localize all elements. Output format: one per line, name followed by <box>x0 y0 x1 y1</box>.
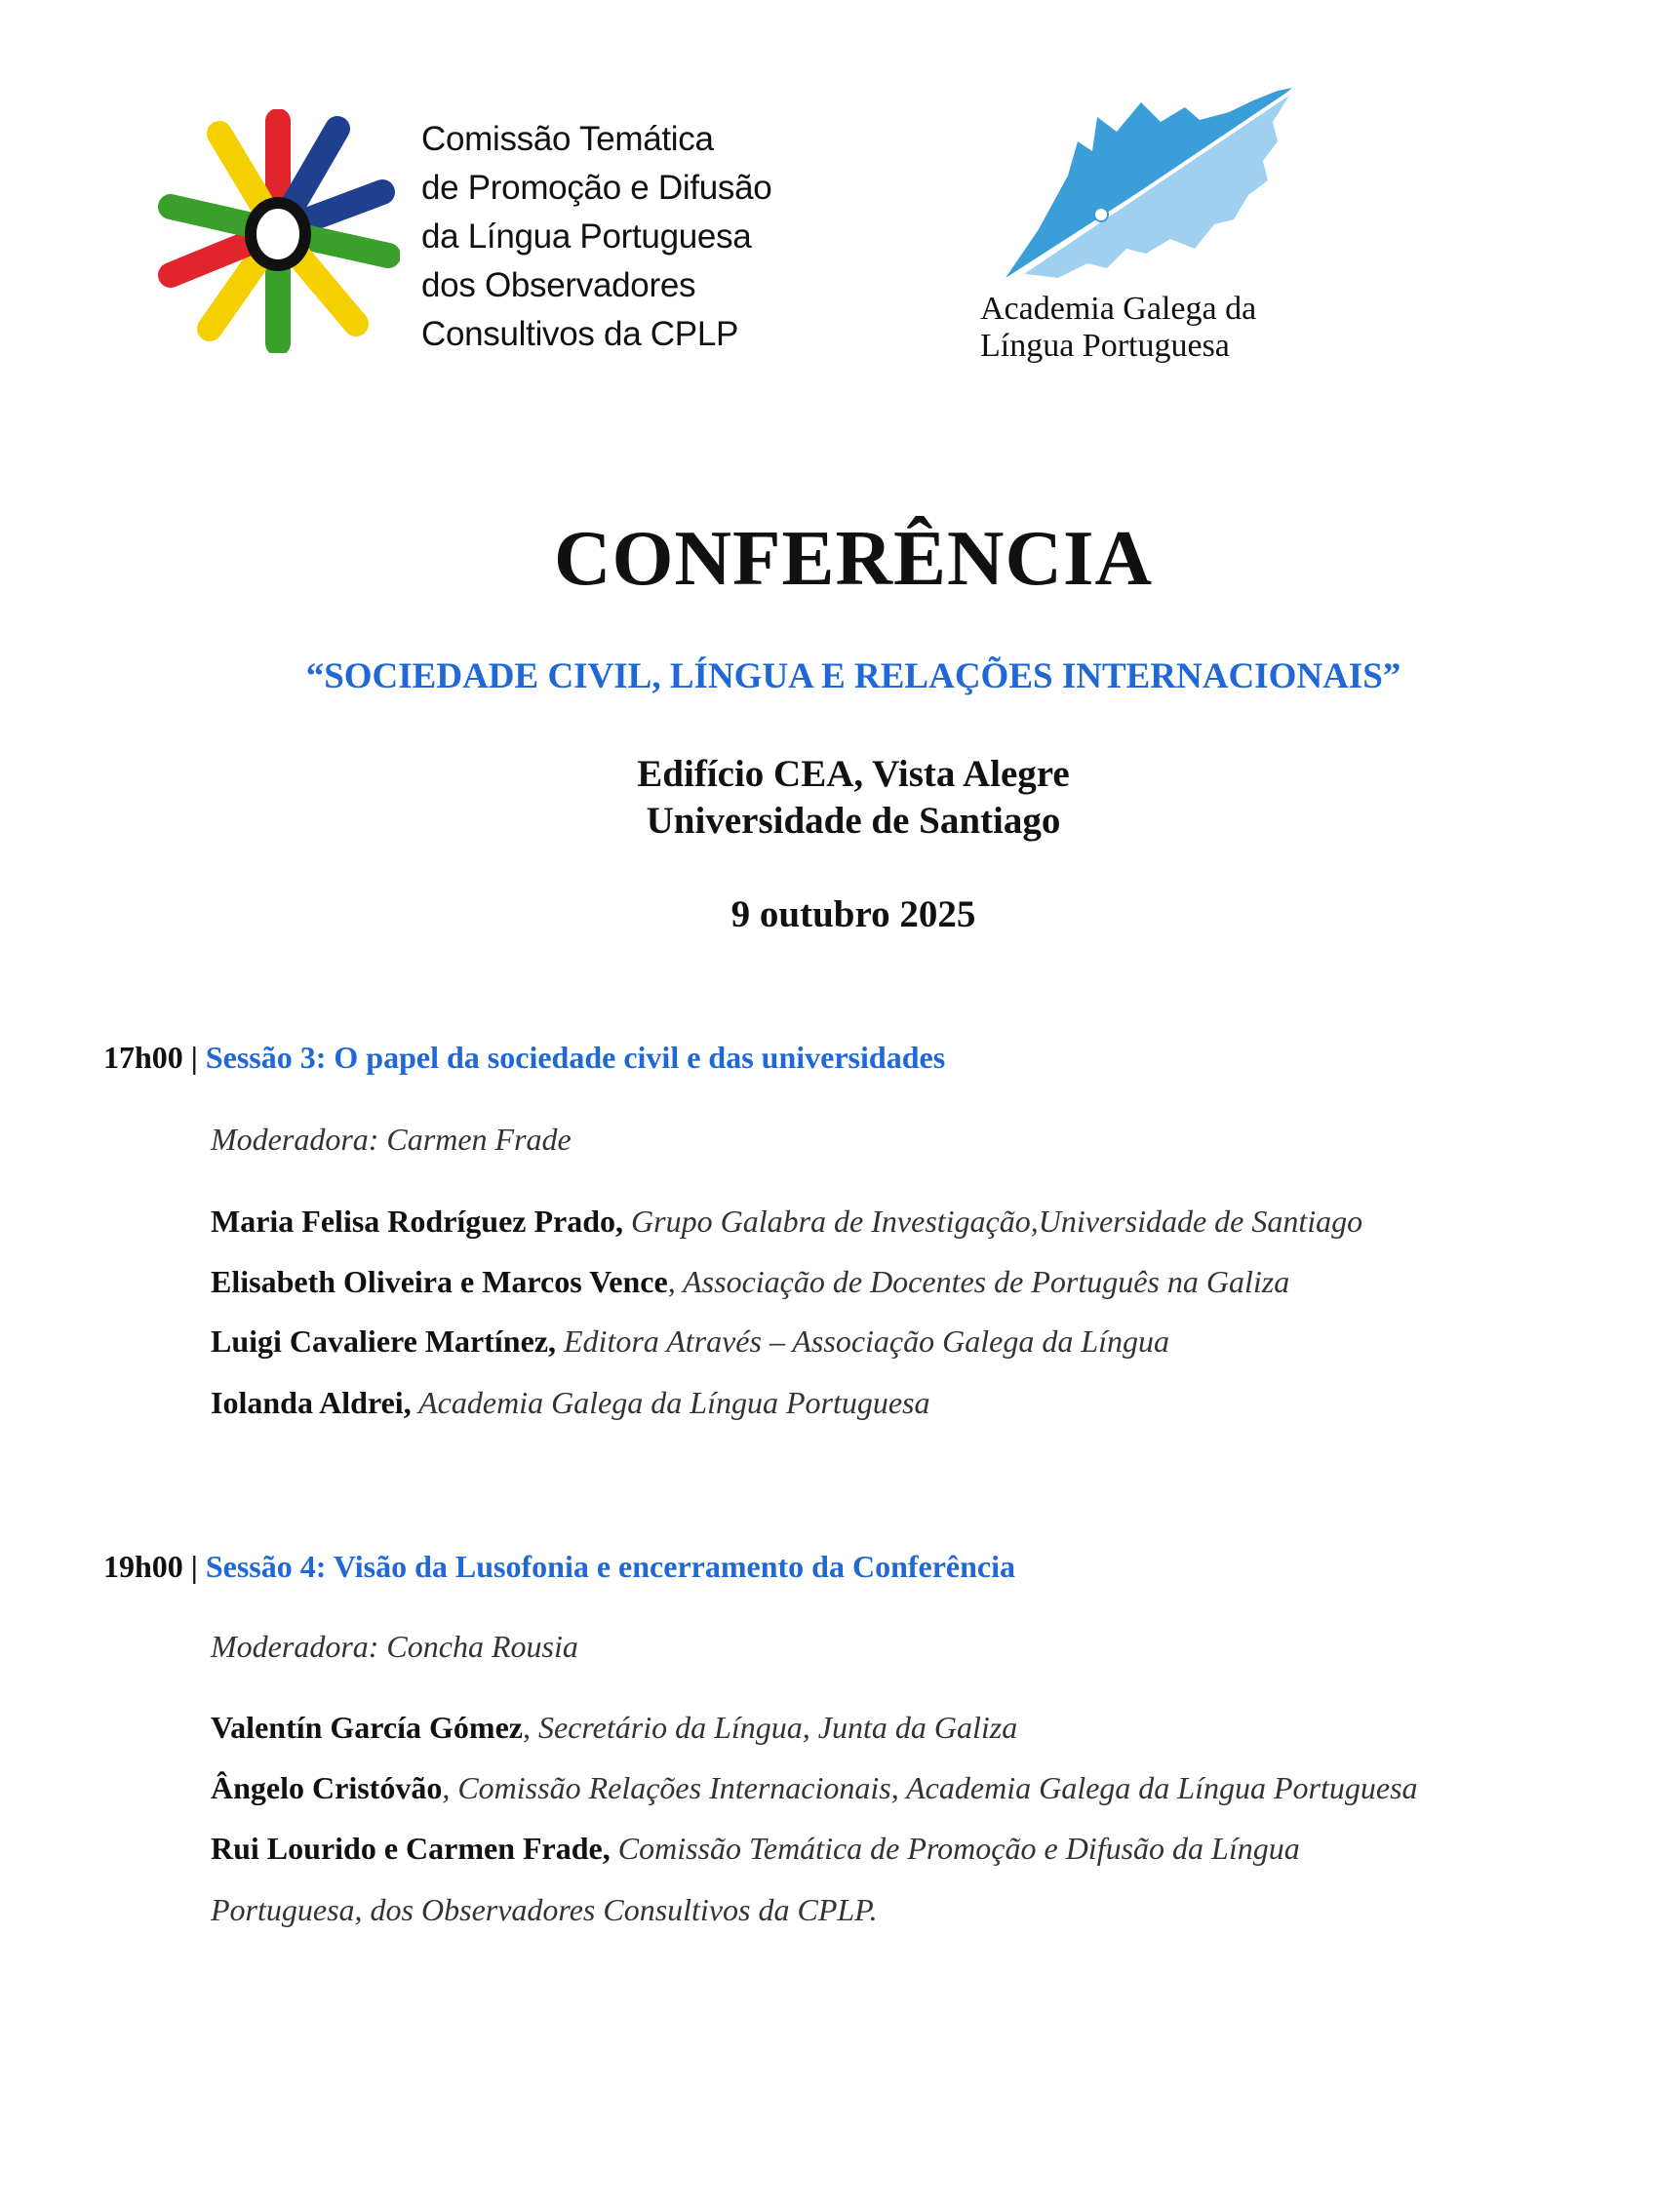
cplp-line: Comissão Temática <box>421 120 714 158</box>
cplp-line: dos Observadores <box>421 266 696 304</box>
speaker-name: Iolanda Aldrei, <box>211 1385 412 1420</box>
cplp-name <box>421 115 771 359</box>
session-separator: | <box>182 1040 206 1075</box>
session-title: Sessão 3: O papel da sociedade civil e das universidades <box>205 1040 946 1075</box>
speaker-name: Luigi Cavaliere Martínez, <box>211 1323 556 1359</box>
speaker-item <box>211 1264 1289 1300</box>
speaker-name: Valentín García Gómez <box>211 1710 523 1745</box>
session-moderator: Moderadora: Carmen Frade <box>211 1122 572 1157</box>
speaker-name: Ângelo Cristóvão <box>211 1770 443 1805</box>
agal-name <box>980 291 1256 365</box>
speaker-name: Rui Lourido e Carmen Frade, <box>211 1831 611 1866</box>
session-title: Sessão 4: Visão da Lusofonia e encerramento da Conferência <box>205 1549 1016 1584</box>
session-time: 17h00 <box>103 1040 183 1075</box>
speaker-affiliation: , Comissão Relações Internacionais, Academia Galega da Língua Portuguesa <box>442 1770 1418 1805</box>
page-title: CONFERÊNCIA <box>553 514 1154 602</box>
speaker-item <box>211 1323 1169 1360</box>
speaker-name: Elisabeth Oliveira e Marcos Vence <box>211 1264 668 1299</box>
speaker-item <box>211 1204 1362 1240</box>
speaker-name: Maria Felisa Rodríguez Prado, <box>211 1204 624 1239</box>
speaker-item <box>211 1385 930 1421</box>
cplp-line: de Promoção e Difusão <box>421 169 772 207</box>
event-date: 9 outubro 2025 <box>730 893 976 935</box>
agal-line: Língua Portuguesa <box>980 328 1230 364</box>
page-subtitle: “SOCIEDADE CIVIL, LÍNGUA E RELAÇÕES INTERNACIONAIS” <box>305 656 1401 696</box>
speaker-item <box>211 1710 1017 1746</box>
session-moderator: Moderadora: Concha Rousia <box>211 1629 578 1664</box>
speaker-affiliation: , Secretário da Língua, Junta da Galiza <box>522 1710 1018 1745</box>
venue <box>0 751 1657 845</box>
venue-line: Edifício CEA, Vista Alegre <box>637 753 1070 795</box>
speaker-affiliation: Comissão Temática de Promoção e Difusão da Língua <box>610 1831 1300 1866</box>
speaker-affiliation-continued: Portuguesa, dos Observadores Consultivos da CPLP. <box>211 1892 878 1927</box>
session-heading <box>103 1040 945 1076</box>
speaker-item <box>211 1831 1300 1867</box>
session-separator: | <box>182 1549 206 1584</box>
cplp-line: Consultivos da CPLP <box>421 315 739 353</box>
cplp-logo <box>156 109 400 353</box>
speaker-item <box>211 1770 1418 1806</box>
venue-line: Universidade de Santiago <box>646 800 1061 842</box>
agal-logo <box>1000 83 1302 293</box>
session-heading <box>103 1549 1015 1585</box>
speaker-affiliation: , Associação de Docentes de Português na Galiza <box>667 1264 1290 1299</box>
speaker-affiliation: Editora Através – Associação Galega da Língua <box>556 1323 1170 1359</box>
agal-line: Academia Galega da <box>980 291 1257 327</box>
speaker-affiliation: Academia Galega da Língua Portuguesa <box>411 1385 930 1420</box>
speaker-affiliation: Grupo Galabra de Investigação,Universidade de Santiago <box>623 1204 1363 1239</box>
cplp-line: da Língua Portuguesa <box>421 217 752 256</box>
session-time: 19h00 <box>103 1549 183 1584</box>
